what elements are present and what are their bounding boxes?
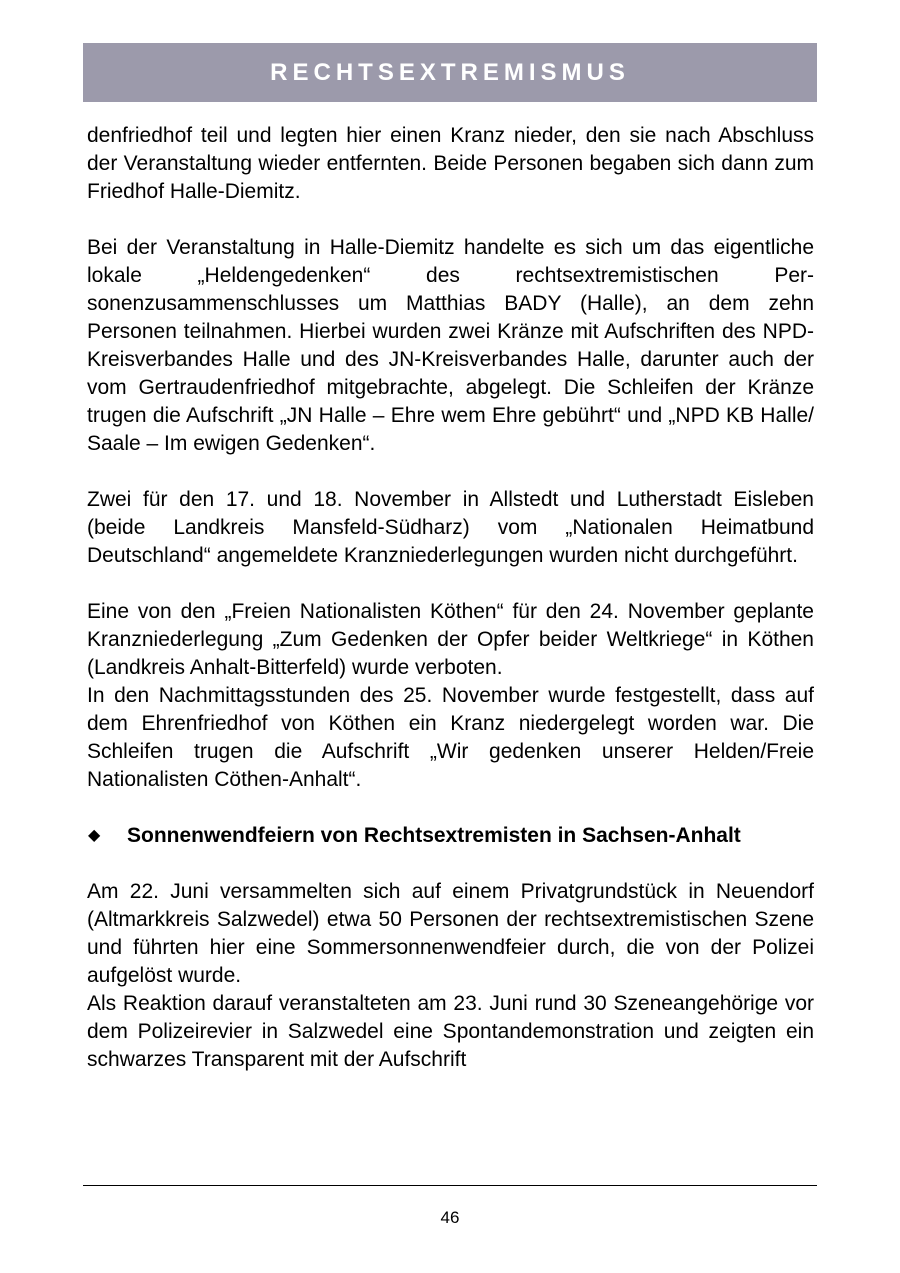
page-number: 46	[440, 1208, 460, 1227]
chapter-title: RECHTSEXTREMISMUS	[270, 58, 630, 86]
paragraph-gap	[87, 206, 814, 234]
paragraph-1: denfriedhof teil und legten hier einen Kranz nieder, den sie nach Abschluss der Veranstaltung wieder entfernten. Beide Personen begaben sich dann zum Friedhof Halle-Diemitz.	[87, 124, 814, 203]
paragraph-gap	[87, 794, 814, 822]
page-body	[87, 122, 814, 1074]
paragraph-4a: Eine von den „Freien Nationalisten Köthen“ für den 24. November geplante Kranzniederlegung „Zum Gedenken der Opfer beider Weltkriege“ in Köthen (Landkreis Anhalt-Bitterfeld) wurde verboten.	[87, 600, 814, 679]
paragraph-gap	[87, 850, 814, 878]
paragraph-3: Zwei für den 17. und 18. November in Allstedt und Lutherstadt Eisleben (beide Landkreis Mansfeld-Südharz) vom „Nationalen Heimatbund Deutschland“ angemeldete Kranzniederlegungen wurden nicht durchgeführt.	[87, 488, 814, 567]
paragraph-gap	[87, 458, 814, 486]
paragraph-5a: Am 22. Juni versammelten sich auf einem Privatgrundstück in Neuendorf (Altmarkkreis Salzwedel) etwa 50 Personen der rechtsextremistischen Szene und führten hier eine Sommersonnenwendfeier durch, die von der Polizei aufgelöst wurde.	[87, 880, 814, 987]
paragraph-2: Bei der Veranstaltung in Halle-Diemitz handelte es sich um das eigentliche lokale „Heldengedenken“ des rechtsextremistischen Personenzusammenschlusses um Matthias BADY (Halle), an dem zehn Personen teilnahmen. Hierbei wurden zwei Kränze mit Aufschriften des NPD-Kreisverbandes Halle und des JN-Kreisverbandes Halle, darunter auch der vom Gertraudenfriedhof mitgebrachte, abgelegt. Die Schleifen der Kränze trugen die Aufschrift „JN Halle – Ehre wem Ehre gebührt“ und „NPD KB Halle/ Saale – Im ewigen Gedenken“.	[87, 236, 814, 455]
footer-divider	[83, 1185, 817, 1186]
paragraph-gap	[87, 570, 814, 598]
diamond-bullet-icon: ◆	[88, 827, 101, 844]
chapter-header	[83, 43, 817, 102]
paragraph-5b: Als Reaktion darauf veranstalteten am 23. Juni rund 30 Szeneangehörige vor dem Polizeirevier in Salzwedel eine Spontandemonstration und zeigten ein schwarzes Transparent mit der Aufschrift	[87, 992, 814, 1071]
section-heading	[87, 822, 814, 850]
section-heading-text: Sonnenwendfeiern von Rechtsextremisten in Sachsen-Anhalt	[127, 824, 741, 847]
paragraph-4b: In den Nachmittagsstunden des 25. November wurde festgestellt, dass auf dem Ehrenfriedhof von Köthen ein Kranz niedergelegt worden war. Die Schleifen trugen die Aufschrift „Wir gedenken unserer Helden/Freie Nationalisten Cöthen-Anhalt“.	[87, 684, 814, 791]
